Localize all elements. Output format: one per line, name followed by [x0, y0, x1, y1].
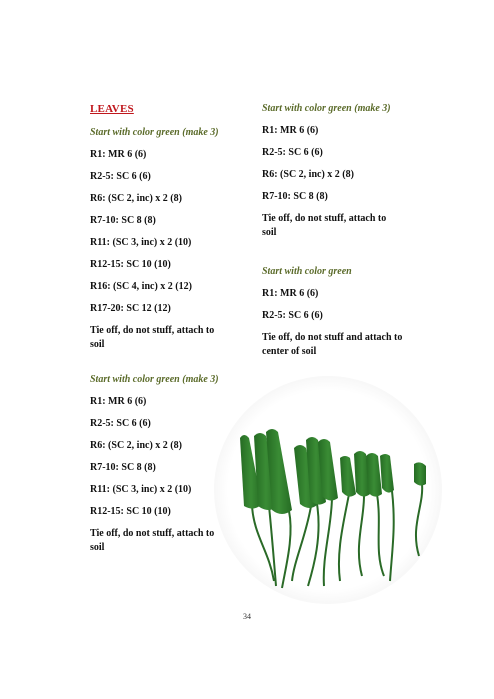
instruction-subheading: Start with color green (make 3): [262, 103, 391, 114]
instruction-line: R6: (SC 2, inc) x 2 (8): [90, 440, 182, 451]
instruction-line: R7-10: SC 8 (8): [90, 215, 156, 226]
instruction-line: Tie off, do not stuff and attach to center of soil: [262, 332, 403, 357]
instruction-line: R2-5: SC 6 (6): [90, 171, 151, 182]
instruction-subheading: Start with color green: [262, 266, 352, 277]
instruction-line: Tie off, do not stuff, attach to soil: [90, 325, 215, 350]
right-column: [262, 103, 422, 248]
instruction-line: R7-10: SC 8 (8): [90, 462, 156, 473]
instruction-subheading: Start with color green (make 3): [90, 374, 219, 385]
crochet-leaves-illustration: [214, 376, 442, 604]
instruction-line: R12-15: SC 10 (10): [90, 506, 171, 517]
instruction-line: Tie off, do not stuff, attach to soil: [262, 213, 387, 238]
page-number: 34: [243, 612, 251, 621]
left-column-top: [90, 103, 240, 360]
section-heading-leaves: LEAVES: [90, 103, 134, 115]
instruction-line: R7-10: SC 8 (8): [262, 191, 328, 202]
instruction-line: R1: MR 6 (6): [262, 125, 319, 136]
instruction-line: Tie off, do not stuff, attach to soil: [90, 528, 215, 553]
instruction-line: R1: MR 6 (6): [90, 396, 147, 407]
instruction-line: R1: MR 6 (6): [90, 149, 147, 160]
instruction-line: R11: (SC 3, inc) x 2 (10): [90, 484, 192, 495]
instruction-line: R17-20: SC 12 (12): [90, 303, 171, 314]
instruction-line: R12-15: SC 10 (10): [90, 259, 171, 270]
instruction-line: R1: MR 6 (6): [262, 288, 319, 299]
instruction-line: R2-5: SC 6 (6): [262, 310, 323, 321]
instruction-line: R11: (SC 3, inc) x 2 (10): [90, 237, 192, 248]
instruction-line: R16: (SC 4, inc) x 2 (12): [90, 281, 192, 292]
instruction-subheading: Start with color green (make 3): [90, 127, 219, 138]
instruction-line: R2-5: SC 6 (6): [90, 418, 151, 429]
instruction-line: R6: (SC 2, inc) x 2 (8): [90, 193, 182, 204]
right-column-second: [262, 266, 422, 367]
crochet-leaves-photo: [214, 376, 442, 604]
instruction-line: R2-5: SC 6 (6): [262, 147, 323, 158]
instruction-line: R6: (SC 2, inc) x 2 (8): [262, 169, 354, 180]
